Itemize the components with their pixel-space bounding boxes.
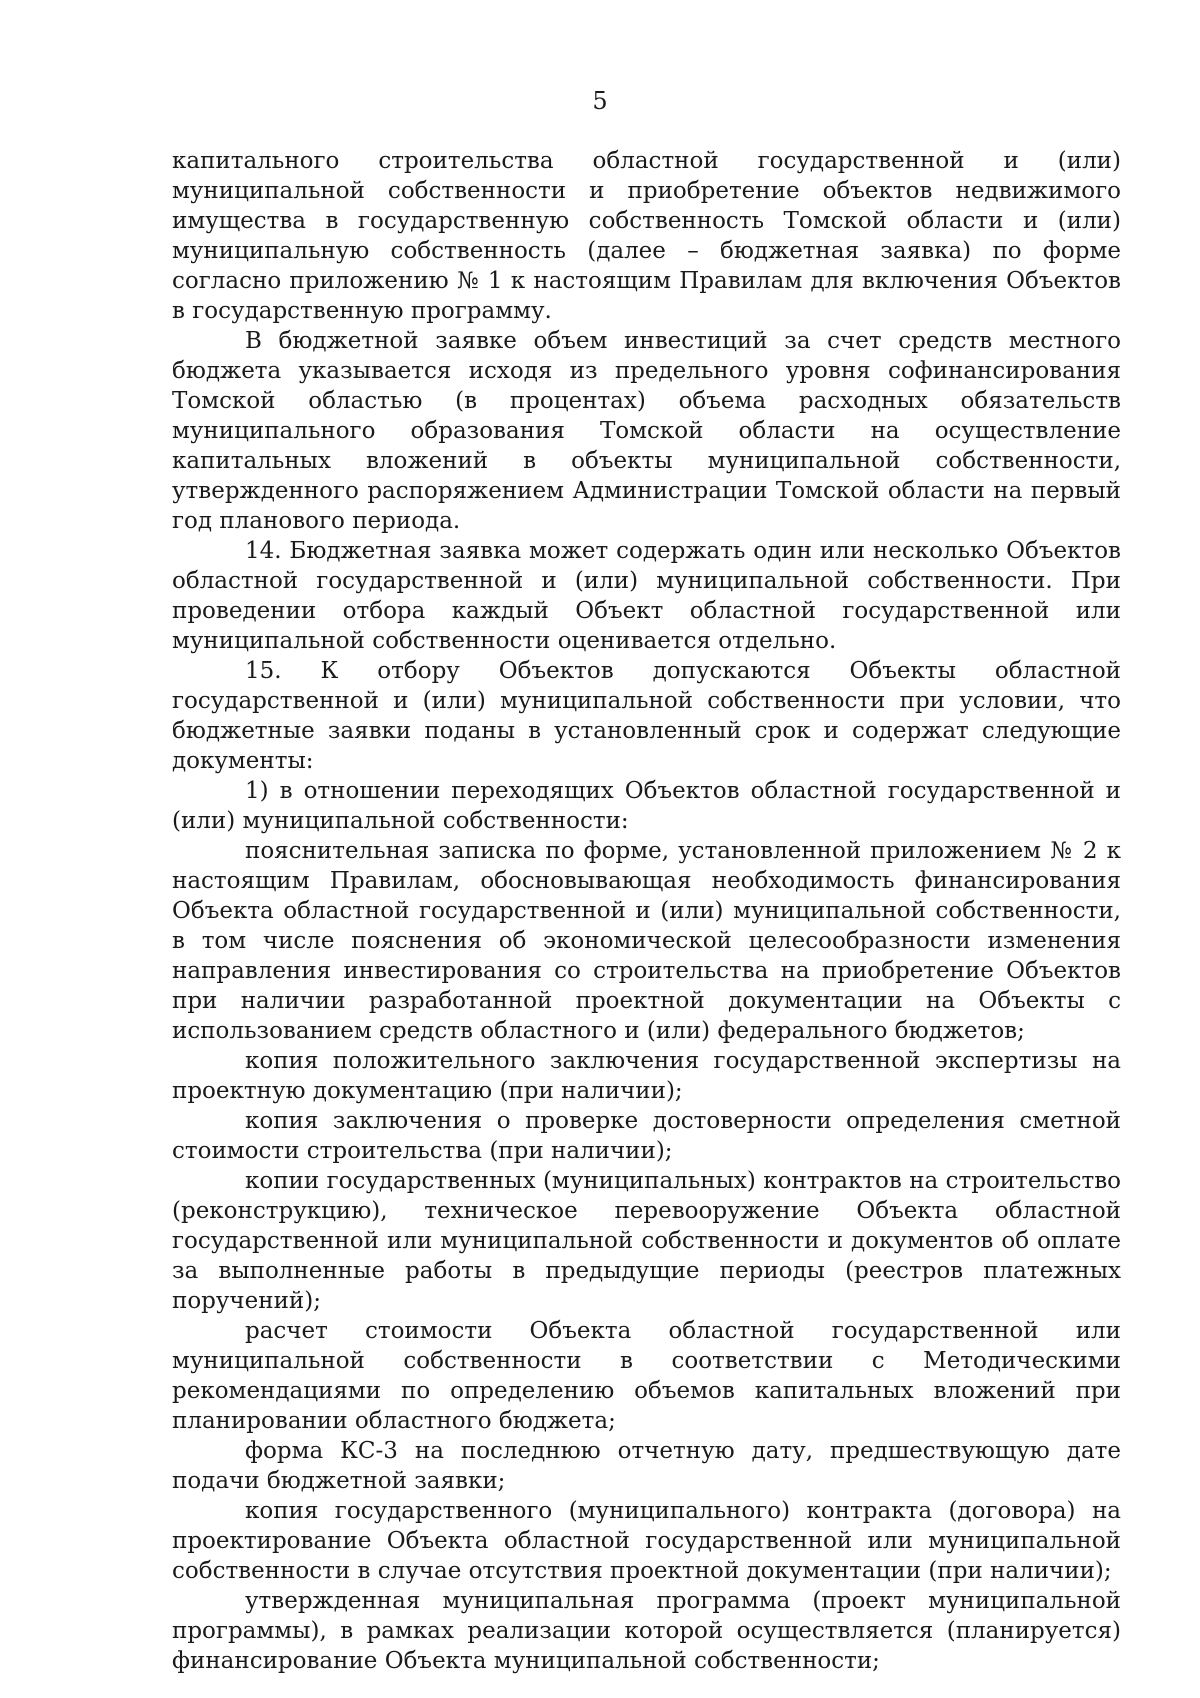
paragraph: В бюджетной заявке объем инвестиций за счет средств местного бюджета указывается исходя из предельного уровня софинансирования Томской областью (в процентах) объема расходных обязательств муниципального образования Томской области на осуществление капитальных вложений в объекты муниципальной собственности, утвержденного распоряжением Администрации Томской области на первый год планового периода. xyxy=(172,328,1121,534)
paragraph: 14. Бюджетная заявка может содержать один или несколько Объектов областной государственной и (или) муниципальной собственности. При проведении отбора каждый Объект областной государственной или муниципальной собственности оценивается отдельно. xyxy=(172,538,1121,654)
paragraph: копии государственных (муниципальных) контрактов на строительство (реконструкцию), техническое перевооружение Объекта областной государственной или муниципальной собственности и документов об оплате за выполненные работы в предыдущие периоды (реестров платежных поручений); xyxy=(172,1168,1121,1314)
paragraph: капитального строительства областной государственной и (или) муниципальной собственности и приобретение объектов недвижимого имущества в государственную собственность Томской области и (или) муниципальную собственность (далее – бюджетная заявка) по форме согласно приложению № 1 к настоящим Правилам для включения Объектов в государственную программу. xyxy=(172,148,1121,324)
paragraph: утвержденная муниципальная программа (проект муниципальной программы), в рамках реализации которой осуществляется (планируется) финансирование Объекта муниципальной собственности; xyxy=(172,1588,1121,1674)
page-number: 5 xyxy=(592,87,608,115)
paragraph: 1) в отношении переходящих Объектов областной государственной и (или) муниципальной собственности: xyxy=(172,778,1121,834)
paragraph: 15. К отбору Объектов допускаются Объекты областной государственной и (или) муниципальной собственности при условии, что бюджетные заявки поданы в установленный срок и содержат следующие документы: xyxy=(172,658,1121,774)
document-body xyxy=(172,146,1121,1676)
paragraph: копия положительного заключения государственной экспертизы на проектную документацию (при наличии); xyxy=(172,1048,1121,1104)
paragraph: копия заключения о проверке достоверности определения сметной стоимости строительства (при наличии); xyxy=(172,1108,1121,1164)
paragraph: копия государственного (муниципального) контракта (договора) на проектирование Объекта областной государственной или муниципальной собственности в случае отсутствия проектной документации (при наличии); xyxy=(172,1498,1121,1584)
paragraph: пояснительная записка по форме, установленной приложением № 2 к настоящим Правилам, обосновывающая необходимость финансирования Объекта областной государственной и (или) муниципальной собственности, в том числе пояснения об экономической целесообразности изменения направления инвестирования со строительства на приобретение Объектов при наличии разработанной проектной документации на Объекты с использованием средств областного и (или) федерального бюджетов; xyxy=(172,838,1121,1044)
paragraph: форма КС-3 на последнюю отчетную дату, предшествующую дате подачи бюджетной заявки; xyxy=(172,1438,1121,1494)
paragraph: расчет стоимости Объекта областной государственной или муниципальной собственности в соответствии с Методическими рекомендациями по определению объемов капитальных вложений при планировании областного бюджета; xyxy=(172,1318,1121,1434)
